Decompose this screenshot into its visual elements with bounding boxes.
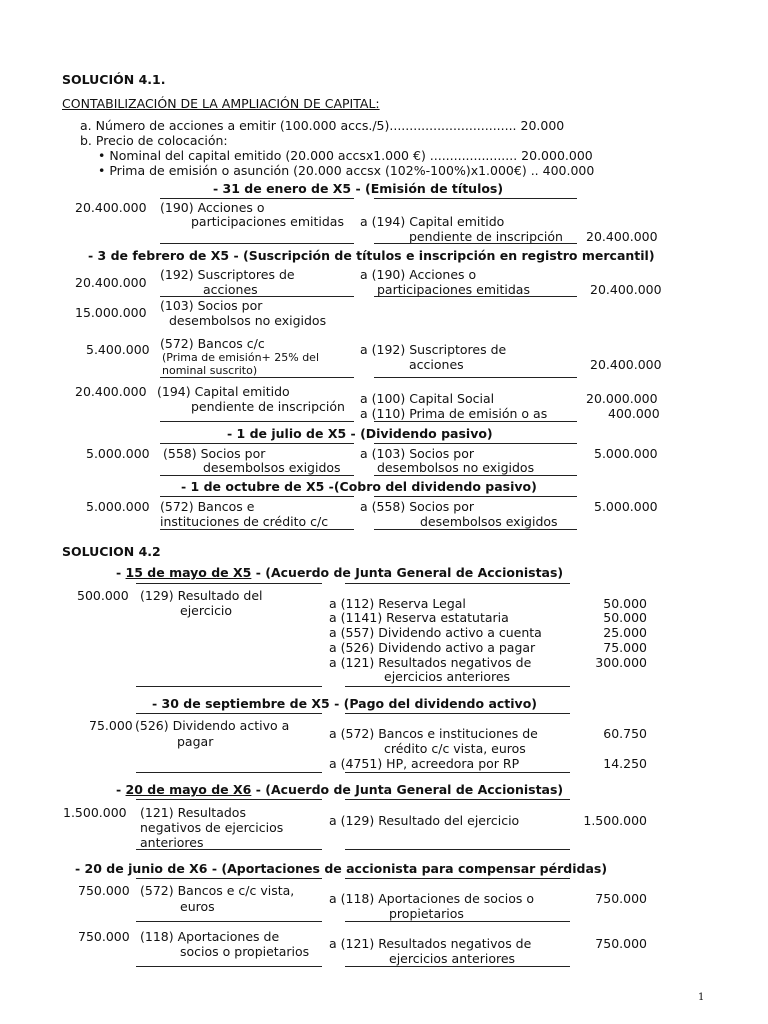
section-subtitle: CONTABILIZACIÓN DE LA AMPLIACIÓN DE CAPITAL: [62,96,380,111]
credit-amount: 400.000 [608,406,660,421]
page-number: 1 [698,992,705,1003]
credit-amount: 75.000 [603,640,647,655]
debit-amount: 5.400.000 [86,342,150,357]
debit-note: (Prima de emisión+ 25% del [162,351,320,364]
credit-amount: 5.000.000 [594,499,658,514]
debit-account: (526) Dividendo activo a [135,718,290,733]
debit-account-cont: pendiente de inscripción [191,399,345,414]
credit-account-cont: desembolsos no exigidos [377,460,535,475]
credit-account: a (103) Socios por [360,446,475,461]
credit-account: a (572) Bancos e instituciones de [329,726,538,741]
credit-account: a (129) Resultado del ejercicio [329,813,520,828]
debit-account: (129) Resultado del [140,588,263,603]
entry-heading [116,782,563,797]
credit-account: a (110) Prima de emisión o as [360,406,548,421]
item-a: a. Número de acciones a emitir (100.000 accs./5)................................ 20.000 [80,118,565,133]
solution-4-2-title: SOLUCION 4.2 [62,544,161,559]
debit-amount: 20.400.000 [75,275,147,290]
credit-line: ejercicios anteriores [384,669,511,684]
debit-amount: 5.000.000 [86,446,150,461]
entry-heading: - 30 de septiembre de X5 - (Pago del dividendo activo) [152,696,537,711]
credit-line: a (1141) Reserva estatutaria [329,610,509,625]
debit-account-cont: acciones [203,282,258,297]
credit-amount: 20.400.000 [590,357,662,372]
heading-dash: - [116,782,126,797]
debit-account: (572) Bancos e c/c vista, [140,883,295,898]
heading-date: 15 de mayo de X5 [125,565,252,580]
credit-amount: 20.400.000 [586,229,658,244]
heading-description: - (Acuerdo de Junta General de Accionistas) [251,782,564,797]
entry-heading: - 1 de julio de X5 - (Dividendo pasivo) [227,426,493,441]
debit-amount: 750.000 [78,883,130,898]
credit-line: a (526) Dividendo activo a pagar [329,640,536,655]
debit-amount: 1.500.000 [63,805,127,820]
debit-account: (194) Capital emitido [157,384,290,399]
debit-amount: 750.000 [78,929,130,944]
credit-amount: 750.000 [595,891,647,906]
debit-amount: 20.400.000 [75,384,147,399]
entry-heading [116,565,563,580]
debit-account: (103) Socios por [160,298,263,313]
credit-account: a (118) Aportaciones de socios o [329,891,535,906]
solution-4-1-title: SOLUCIÓN 4.1. [62,72,166,87]
credit-account: a (194) Capital emitido [360,214,505,229]
credit-amount: 25.000 [603,625,647,640]
credit-line: a (121) Resultados negativos de [329,655,532,670]
credit-amount: 750.000 [595,936,647,951]
debit-amount: 5.000.000 [86,499,150,514]
debit-amount: 20.400.000 [75,200,147,215]
entry-heading: - 20 de junio de X6 - (Aportaciones de accionista para compensar pérdidas) [75,861,608,876]
debit-account: (190) Acciones o [160,200,265,215]
credit-line: a (112) Reserva Legal [329,596,466,611]
credit-account: a (121) Resultados negativos de [329,936,532,951]
credit-amount: 50.000 [603,596,647,611]
credit-amount: 20.400.000 [590,282,662,297]
credit-amount: 20.000.000 [586,391,658,406]
debit-account: (572) Bancos e [160,499,255,514]
credit-account: a (4751) HP, acreedora por RP [329,756,520,771]
credit-account: a (100) Capital Social [360,391,495,406]
debit-account-cont: participaciones emitidas [191,214,344,229]
heading-date: 20 de mayo de X6 [125,782,252,797]
credit-amount: 60.750 [603,726,647,741]
debit-note-cont: nominal suscrito) [162,364,258,377]
bullet-2-text: Prima de emisión o asunción (20.000 accsx (102%-100%)x1.000€) .. 400.000 [109,163,595,178]
debit-account: (572) Bancos c/c [160,336,265,351]
entry-heading: - 31 de enero de X5 - (Emisión de títulos) [213,181,504,196]
credit-amount: 50.000 [603,610,647,625]
credit-account: a (558) Socios por [360,499,475,514]
item-b-bullet-1: • Nominal del capital emitido (20.000 accsx1.000 €) ...................... 20.000.000 [98,148,593,163]
debit-amount: 75.000 [89,718,133,733]
debit-account: (192) Suscriptores de [160,267,295,282]
credit-line: a (557) Dividendo activo a cuenta [329,625,542,640]
debit-account-cont: desembolsos exigidos [203,460,341,475]
debit-account: (121) Resultados [140,805,246,820]
credit-account-cont: pendiente de inscripción [409,229,563,244]
bullet-1-text: Nominal del capital emitido (20.000 accsx1.000 €) ...................... 20.000.000 [109,148,593,163]
debit-amount: 500.000 [77,588,129,603]
credit-amount: 14.250 [603,756,647,771]
item-b: b. Precio de colocación: [80,133,228,148]
heading-description: - (Acuerdo de Junta General de Accionistas) [251,565,564,580]
credit-account: a (192) Suscriptores de [360,342,507,357]
item-b-bullet-2: • Prima de emisión o asunción (20.000 accsx (102%-100%)x1.000€) .. 400.000 [98,163,595,178]
credit-account-cont: propietarios [389,906,464,921]
credit-account-cont: acciones [409,357,464,372]
credit-amount: 5.000.000 [594,446,658,461]
debit-account-cont: socios o propietarios [180,944,310,959]
credit-account: a (190) Acciones o [360,267,477,282]
entry-heading: - 3 de febrero de X5 - (Suscripción de títulos e inscripción en registro mercantil) [88,248,655,263]
debit-account: (558) Socios por [163,446,266,461]
credit-account-cont: crédito c/c vista, euros [384,741,526,756]
debit-amount: 15.000.000 [75,305,147,320]
credit-account-cont: desembolsos exigidos [420,514,558,529]
debit-account-cont: instituciones de crédito c/c [160,514,329,529]
entry-heading: - 1 de octubre de X5 -(Cobro del dividendo pasivo) [181,479,537,494]
credit-amount: 1.500.000 [583,813,647,828]
credit-account-cont: participaciones emitidas [377,282,530,297]
debit-account-cont: anteriores [140,835,204,850]
heading-dash: - [116,565,126,580]
debit-account: (118) Aportaciones de [140,929,280,944]
debit-account-cont: negativos de ejercicios [140,820,284,835]
debit-account-cont: ejercicio [180,603,233,618]
credit-amount: 300.000 [595,655,647,670]
debit-account-cont: pagar [177,734,214,749]
debit-account-cont: desembolsos no exigidos [169,313,327,328]
credit-account-cont: ejercicios anteriores [389,951,516,966]
debit-account-cont: euros [180,899,215,914]
